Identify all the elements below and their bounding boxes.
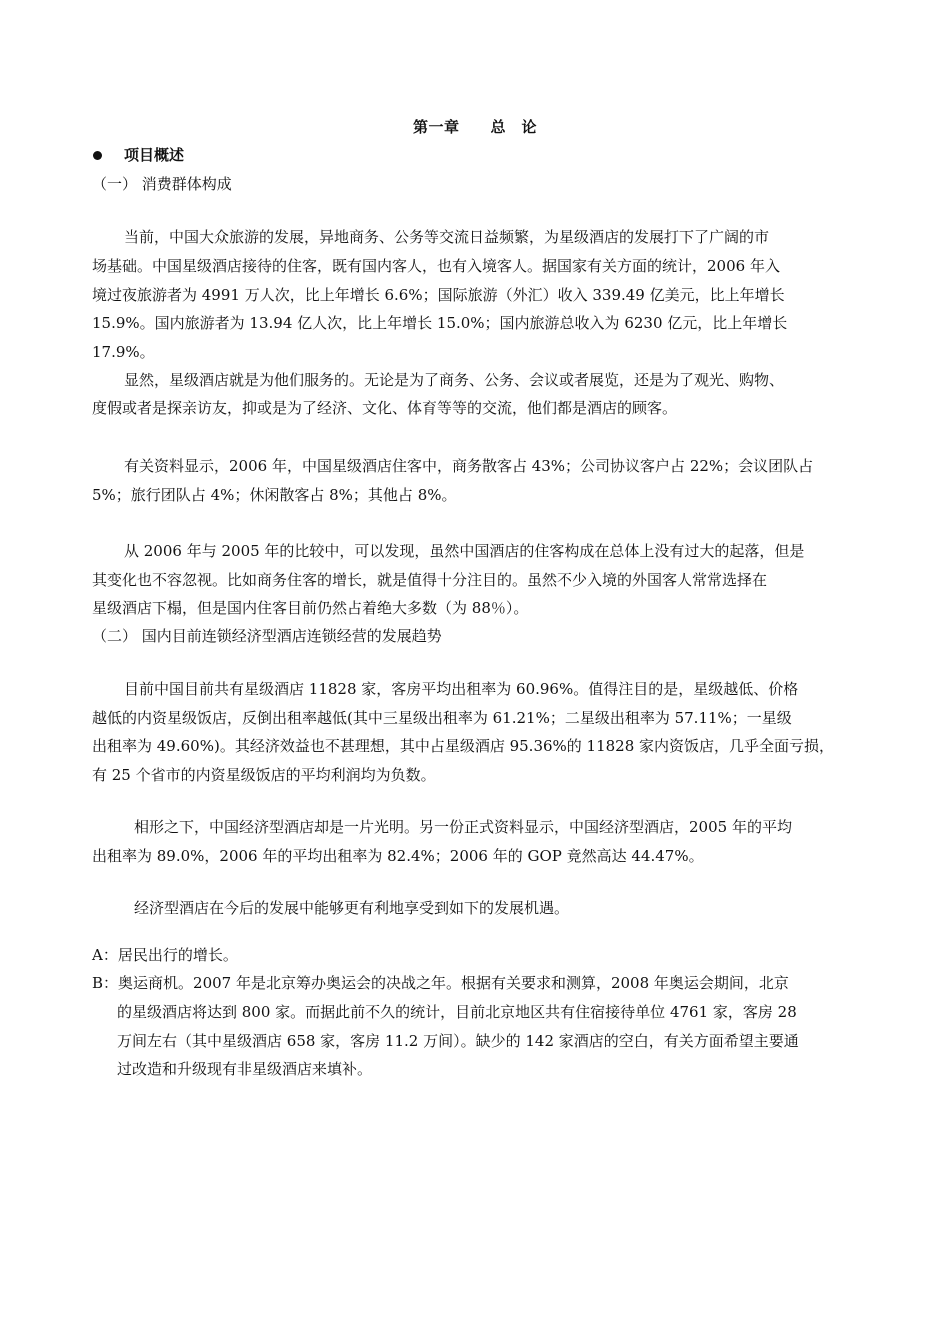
paragraph-line: 经济型酒店在今后的发展中能够更有利地享受到如下的发展机遇。 xyxy=(134,899,570,917)
bullet-icon xyxy=(93,151,102,160)
paragraph-line: 当前，中国大众旅游的发展，异地商务、公务等交流日益频繁，为星级酒店的发展打下了广阔的市 xyxy=(124,228,770,246)
paragraph-line: 越低的内资星级饭店，反倒出租率越低(其中三星级出租率为 61.21%；二星级出租率为 57.11%；一星级 xyxy=(92,709,792,727)
list-item-a: A：居民出行的增长。 xyxy=(92,946,238,964)
paragraph-line: 星级酒店下榻，但是国内住客目前仍然占着绝大多数（为 88％）。 xyxy=(92,599,529,617)
paragraph-line: 5%；旅行团队占 4%；休闲散客占 8%；其他占 8%。 xyxy=(92,486,457,504)
paragraph-line: 场基础。中国星级酒店接待的住客，既有国内客人，也有入境客人。据国家有关方面的统计，2006 年入 xyxy=(92,257,780,275)
paragraph-line: 有关资料显示，2006 年，中国星级酒店住客中，商务散客占 43%；公司协议客户占 22%；会议团队占 xyxy=(124,457,814,475)
subsection-heading-2: （二） 国内目前连锁经济型酒店连锁经营的发展趋势 xyxy=(92,627,442,645)
subsection-heading-1: （一） 消费群体构成 xyxy=(92,175,232,193)
paragraph-line: 境过夜旅游者为 4991 万人次，比上年增长 6.6%；国际旅游（外汇）收入 339.49 亿美元，比上年增长 xyxy=(92,286,785,304)
list-item-b-continuation: 的星级酒店将达到 800 家。而据此前不久的统计，目前北京地区共有住宿接待单位 4761 家，客房 28 xyxy=(117,1003,797,1021)
paragraph-line: 相形之下，中国经济型酒店却是一片光明。另一份正式资料显示，中国经济型酒店，2005 年的平均 xyxy=(134,818,792,836)
paragraph-line: 显然，星级酒店就是为他们服务的。无论是为了商务、公务、会议或者展览，还是为了观光、购物、 xyxy=(124,371,785,389)
section-heading: 项目概述 xyxy=(124,146,185,164)
list-item-b-continuation: 万间左右（其中星级酒店 658 家，客房 11.2 万间）。缺少的 142 家酒店的空白，有关方面希望主要通 xyxy=(117,1032,799,1050)
paragraph-line: 从 2006 年与 2005 年的比较中，可以发现，虽然中国酒店的住客构成在总体上没有过大的起落，但是 xyxy=(124,542,805,560)
list-item-b: B：奥运商机。2007 年是北京筹办奥运会的决战之年。根据有关要求和测算，2008 年奥运会期间，北京 xyxy=(92,974,789,992)
paragraph-line: 其变化也不容忽视。比如商务住客的增长，就是值得十分注目的。虽然不少入境的外国客人常常选择在 xyxy=(92,571,768,589)
list-item-b-continuation: 过改造和升级现有非星级酒店来填补。 xyxy=(117,1060,373,1078)
paragraph-line: 17.9%。 xyxy=(92,343,155,361)
paragraph-line: 有 25 个省市的内资星级饭店的平均利润均为负数。 xyxy=(92,766,436,784)
paragraph-line: 目前中国目前共有星级酒店 11828 家，客房平均出租率为 60.96%。值得注目的是，星级越低、价格 xyxy=(124,680,799,698)
paragraph-line: 15.9%。国内旅游者为 13.94 亿人次，比上年增长 15.0%；国内旅游总收入为 6230 亿元，比上年增长 xyxy=(92,314,788,332)
paragraph-line: 出租率为 89.0%，2006 年的平均出租率为 82.4%；2006 年的 GOP 竟然高达 44.47%。 xyxy=(92,847,704,865)
chapter-title: 第一章 总 论 xyxy=(412,118,537,136)
paragraph-line: 出租率为 49.60%)。其经济效益也不甚理想，其中占星级酒店 95.36%的 11828 家内资饭店，几乎全面亏损， xyxy=(92,737,835,755)
paragraph-line: 度假或者是探亲访友，抑或是为了经济、文化、体育等等的交流，他们都是酒店的顾客。 xyxy=(92,399,678,417)
